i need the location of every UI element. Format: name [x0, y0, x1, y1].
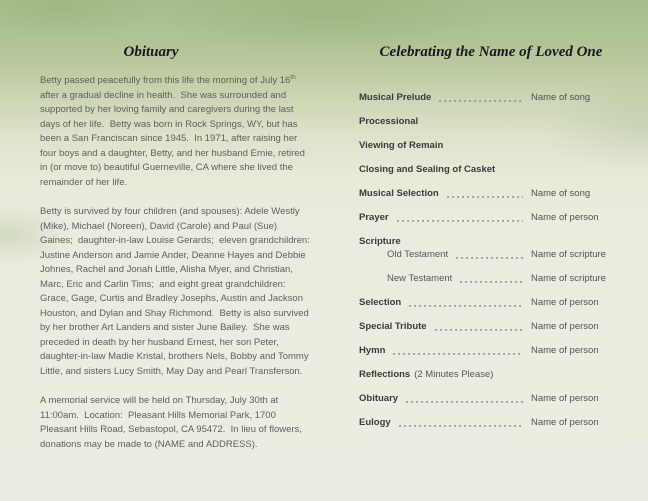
- program-item-selection: [359, 297, 623, 309]
- program-item-value: Name of person: [531, 393, 599, 404]
- program-item-value: Name of song: [531, 92, 591, 103]
- program-item-label: Obituary: [359, 393, 399, 404]
- dotted-leader: [460, 281, 523, 283]
- service-title: Celebrating the Name of Loved One: [379, 44, 603, 60]
- program-item-label: Prayer: [359, 212, 389, 223]
- program-item-eulogy: [359, 417, 623, 429]
- program-item-value: Name of person: [531, 321, 599, 332]
- dotted-leader: [435, 329, 523, 331]
- program-item-special-tribute: [359, 321, 623, 333]
- obituary-paragraph-1: [40, 74, 310, 190]
- program-item-value: Name of scripture: [531, 249, 606, 260]
- program-item-closing-and-sealing-of-casket: [359, 164, 623, 176]
- dotted-leader: [456, 257, 523, 259]
- service-program-list: [359, 92, 623, 429]
- program-item-scripture: [359, 236, 623, 248]
- program-item-label: Musical Prelude: [359, 92, 432, 103]
- dotted-leader: [397, 220, 523, 222]
- program-item-label: Old Testament: [387, 249, 449, 260]
- program-item-label: Viewing of Remain: [359, 140, 444, 151]
- program-item-obituary: [359, 393, 623, 405]
- order-of-service-column: [359, 44, 623, 441]
- program-item-value: Name of person: [531, 297, 599, 308]
- program-item-label: Eulogy: [359, 417, 391, 428]
- program-item-value: Name of person: [531, 417, 599, 428]
- program-item-label: Musical Selection: [359, 188, 439, 199]
- program-item-label: Scripture: [359, 236, 401, 247]
- program-item-musical-prelude: [359, 92, 623, 104]
- program-item-label: Reflections: [359, 369, 411, 380]
- dotted-leader: [393, 353, 523, 355]
- program-item-prayer: [359, 212, 623, 224]
- program-item-old-testament: [359, 249, 623, 261]
- program-item-label: New Testament: [387, 273, 453, 284]
- dotted-leader: [447, 196, 523, 198]
- program-item-processional: [359, 116, 623, 128]
- dotted-leader: [399, 425, 523, 427]
- program-item-musical-selection: [359, 188, 623, 200]
- obituary-column: [40, 44, 313, 467]
- program-item-label: Hymn: [359, 345, 386, 356]
- obituary-title: Obituary: [123, 44, 179, 60]
- obituary-paragraph-1-text: Betty passed peacefully from this life the morning of July 16: [40, 75, 291, 86]
- program-item-note: (2 Minutes Please): [414, 369, 494, 380]
- obituary-paragraph-3: A memorial service will be held on Thursday, July 30th at 11:00am. Location: Pleasant Hills Memorial Park, 1700 Pleasant Hills Road, Sebastopol, CA 95472. In lieu of flowers, donations may be made to (NAME and ADDRESS).: [40, 395, 305, 450]
- dotted-leader: [409, 305, 523, 307]
- program-item-hymn: [359, 345, 623, 357]
- program-item-label: Special Tribute: [359, 321, 427, 332]
- program-item-label: Closing and Sealing of Casket: [359, 164, 496, 175]
- date-superscript: th: [290, 73, 296, 81]
- program-item-value: Name of song: [531, 188, 591, 199]
- program-item-viewing-of-remain: [359, 140, 623, 152]
- obituary-paragraph-1-rest: after a gradual decline in health. She was surrounded and supported by her loving family and caregivers during the last days of her life. Betty was born in Rock Springs, WY, but has been a San Franciscan since 1945. In 1971, after raising her four boys and a daughter, Betty, and her husband Ernie, retired in (or move to) beautiful Guerneville, CA where she lived the remainder of her life.: [40, 75, 308, 188]
- program-item-label: Selection: [359, 297, 402, 308]
- program-item-new-testament: [359, 273, 623, 285]
- program-item-value: Name of person: [531, 212, 599, 223]
- dotted-leader: [406, 401, 523, 403]
- program-item-label: Processional: [359, 116, 419, 127]
- program-item-reflections: [359, 369, 623, 381]
- obituary-paragraph-2: Betty is survived by four children (and spouses): Adele Westly (Mike), Michael (Noreen), David (Carole) and Paul (Sue) Gaines; daughter-in-law Louise Gerards; eleven grandchildren: Justine Anderson and Jamie Ander, Deanne Hayes and Debbie Johnes, Rachel and Jonah Little, Alisha Myer, and Christian, Marc, Eric and Carlin Tims; and eight great grandchildren: Grace, Gage, Curtis and Bradley Josephs, Austin and Jackson Houston, and Dylan and Shay Richmond. Betty is also survived by her brother Art Landers and sister June Bailey. She was preceded in death by her husband Ernest, her son Peter, daughter-in-law Madie Kristal, brothers Nels, Bobby and Tommy Little, and sisters Lucy Smith, May Day and Pearl Transferson.: [40, 206, 313, 377]
- dotted-leader: [439, 100, 523, 102]
- program-item-value: Name of scripture: [531, 273, 606, 284]
- program-item-value: Name of person: [531, 345, 599, 356]
